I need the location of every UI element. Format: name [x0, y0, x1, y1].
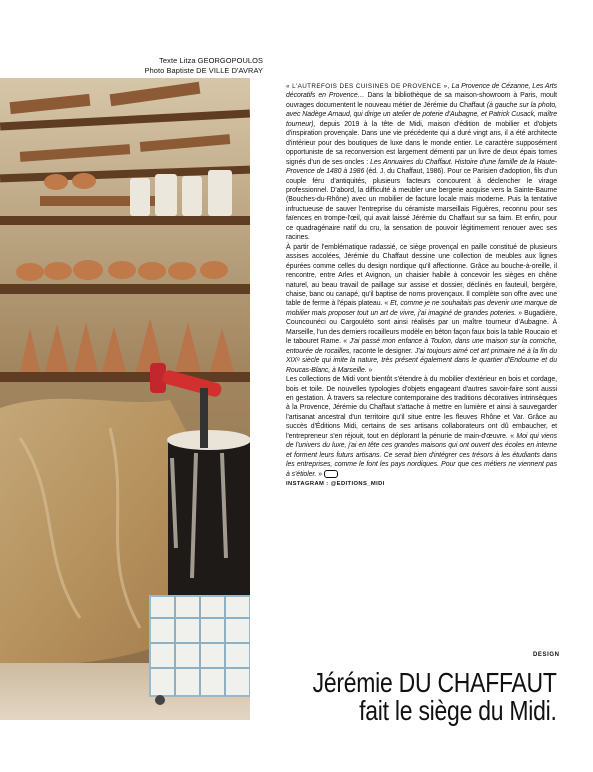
workshop-photo-illustration	[0, 78, 250, 720]
paragraph-future	[286, 375, 557, 479]
intro-text-2: depuis 2019 à la tête de Midi, maison d'édition de mobilier et d'objets d'inspiration provençale. Dans une vie précédente qui a duré vingt ans, il a été architecte d'intérieur pour des boutiques de luxe dans le monde entier. Le caractère supposément opportuniste de sa reconversion est largement démenti par un livre de deux épais tomes signés d'un de ses oncles :	[286, 120, 557, 166]
headline-line-1: Jérémie DU CHAFFAUT	[312, 667, 557, 698]
intro-text-1: Dans la bibliothèque de sa maison-showroom à Paris, moult ouvrages documentent le nouveau métier de Jérémie du Chaffaut	[286, 92, 558, 109]
photo-credits	[120, 56, 263, 76]
author-credit: Texte Litza GEORGOPOULOS	[159, 56, 263, 65]
intro-book-reference: Les Annuaires du Chaffaut. Histoire d'une famille de la Haute-Provence de 1480 à 1986	[286, 158, 558, 176]
photographer-credit: Photo Baptiste DE VILLE D'AVRAY	[144, 66, 263, 75]
future-text-2: »	[316, 470, 322, 478]
collection-text-2: » Bugadière, Councounéci ou Cargouléto sont ainsi réalisés par un maître tourneur d'Aubagne. À Marseille, l'un des derniers rocailleurs modèle en béton façon faux bois la table Roucaio et le tabouret Rame. «	[286, 309, 557, 346]
paragraph-collection	[286, 243, 557, 375]
workshop-photo	[0, 78, 250, 720]
collection-quote-3: J'ai toujours aimé cet art primaire né à la fin du XIXᵉ siècle qui imite la nature, très présent également dans le quartier d'Endoume et du Roucas-Blanc, à Marseille.	[286, 347, 557, 374]
intro-book-titles: La Provence de Cézanne, Les Arts décoratifs en Provence…	[286, 83, 557, 100]
paragraph-intro	[286, 82, 557, 243]
article-headline	[313, 669, 557, 725]
article-body	[286, 82, 557, 489]
intro-text-3: (éd. J. du Chaffaut, 1986). Pour ce Parisien d'adoption, fils d'un couple féru d'antiquités, plusieurs facteurs concourent à déclencher le virage professionnel. D'abord, la difficulté à meubler une bergerie acquise vers la Sainte-Baume (Bouches-du-Rhône) avec un mobilier de facture locale mais moderne. Puis la tentative infructueuse de sauver l'entreprise du céramiste marseillais Figuères, reconnu pour ses faïences en trompe-l'œil, qui avait laissé Jérémie du Chaffaut sur sa faim. Et enfin, pour ce quadragénaire natif du cru, la sensation de pouvoir légitimement renouer avec ses racines.	[286, 168, 557, 242]
section-label: DESIGN	[533, 652, 560, 658]
headline-line-2: fait le siège du Midi.	[359, 695, 557, 726]
end-of-article-icon	[324, 470, 338, 478]
intro-title: « L'AUTREFOIS DES CUISINES DE PROVENCE »,	[286, 83, 450, 90]
future-text-1: Les collections de Midi vont bientôt s'étendre à du mobilier d'extérieur en bois et cordage, bois et toile. De nouvelles typologies d'objets engageant d'autres savoir-faire sont aussi en gestation. À travers sa relecture contemporaine des traditions décoratives intrinsèques à la Provence, Jérémie du Chaffaut s'attache à mettre en lumière et ainsi à sauvegarder l'artisanat ancestral d'un territoire qu'il situe entre les fleuves Rhône et Var. Grâce au succès d'Éditions Midi, certains de ses artisans collaborateurs ont dû embaucher, et l'entrepreneur s'en réjouit, tout en déplorant la pénurie de main-d'œuvre. «	[286, 376, 557, 440]
instagram-handle: INSTAGRAM : @EDITIONS_MIDI	[286, 481, 385, 488]
collection-quote-1: Et, comme je ne souhaitais pas devenir une marque de mobilier mais proposer tout un art de vivre, j'ai imaginé de grandes poteries.	[286, 300, 558, 317]
future-quote: Moi qui viens de l'univers du luxe, j'ai en tête ces grandes maisons qui ont ouvert des écoles en interne et forment leurs futurs artisans. Ce serait bien d'intégrer ces trésors à les étudiants dans les entreprises, comme le font les pays nordiques. Pour que ces métiers ne viennent pas à s'étioler.	[286, 432, 557, 478]
collection-text-4: »	[366, 366, 373, 374]
collection-quote-2: J'ai passé mon enfance à Toulon, dans une maison sur la corniche, entourée de rocailles,	[286, 338, 558, 355]
collection-text-1: À partir de l'emblématique radassié, ce siège provençal en paille constitué de plusieurs assises accolées, Jérémie du Chaffaut dessine une collection de meubles aux lignes épurées comme celles du design nordique qu'il affectionne. Grâce au bouche-à-oreille, il rencontre, entre Arles et Avignon, un chaisier habile à concevoir les sièges en chêne naturel, au beau travail de paillage sur assise et dossier, déclinés en fauteuil, bergère, chaise, banc ou canapé, qu'il baptise de noms provençaux. Il complète son offre avec une table de ferme à l'épais plateau. «	[286, 243, 557, 308]
intro-caption: (à gauche sur la photo, avec Nadège Arnaud, qui dirige un atelier de poterie d'Aubagne, et Patrick Cusack, maître tourneur),	[286, 101, 557, 128]
collection-text-3: raconte le designer.	[351, 347, 415, 355]
